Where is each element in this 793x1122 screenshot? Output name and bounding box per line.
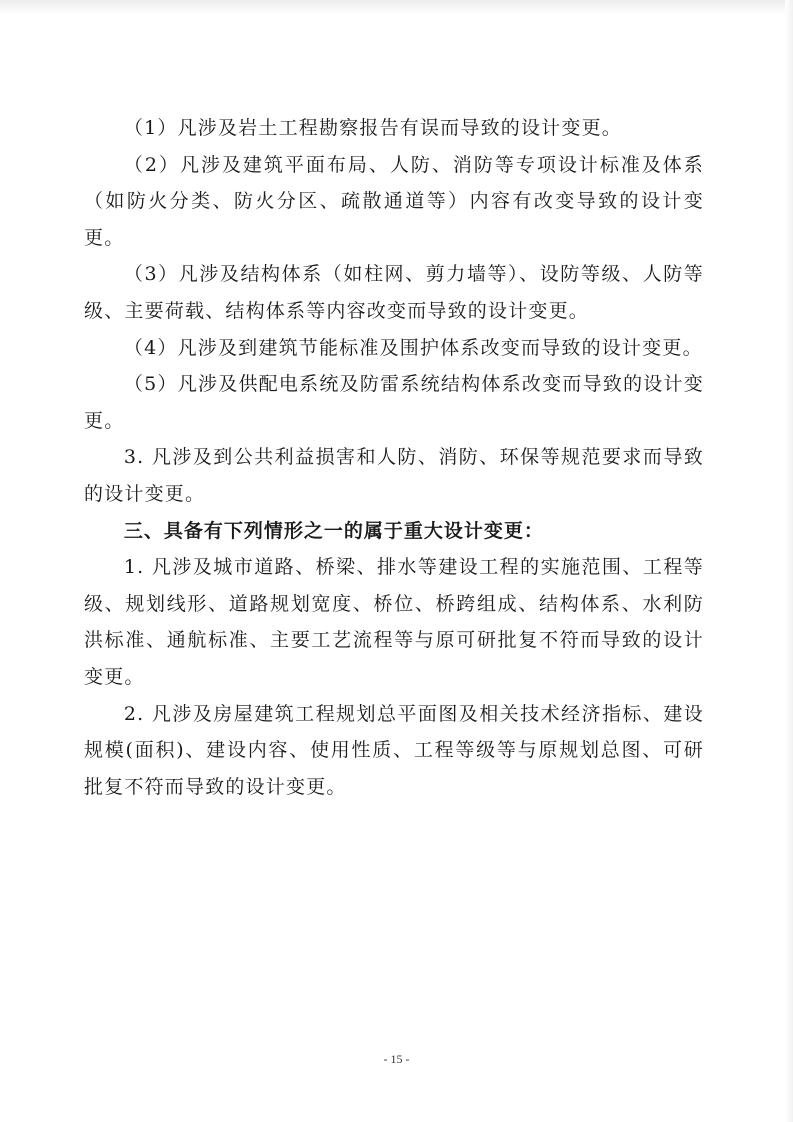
scan-shadow-edge [785, 0, 793, 1122]
clause-3-structure: （3）凡涉及结构体系（如柱网、剪力墙等）、设防等级、人防等级、主要荷载、结构体系等内容改变而导致的设计变更。 [84, 263, 704, 322]
document-body [84, 110, 704, 805]
clause-4-energy-saving: （4）凡涉及到建筑节能标准及围护体系改变而导致的设计变更。 [123, 336, 703, 359]
clause-public-interest: 3. 凡涉及到公共利益损害和人防、消防、环保等规范要求而导致的设计变更。 [84, 446, 704, 505]
clause-5-power-supply: （5）凡涉及供配电系统及防雷系统结构体系改变而导致的设计变更。 [84, 373, 704, 432]
clause-municipal-works: 1. 凡涉及城市道路、桥梁、排水等建设工程的实施范围、工程等级、规划线形、道路规划宽度、桥位、桥跨组成、结构体系、水利防洪标准、通航标准、主要工艺流程等与原可研批复不符而导致的设计变更。 [84, 556, 704, 688]
clause-1-geotechnical: （1）凡涉及岩土工程勘察报告有误而导致的设计变更。 [123, 117, 622, 139]
scan-shadow-top [0, 0, 793, 14]
clause-2-fire-protection: （2）凡涉及建筑平面布局、人防、消防等专项设计标准及体系（如防火分类、防火分区、疏散通道等）内容有改变导致的设计变更。 [84, 153, 704, 249]
page-number: - 15 - [383, 1052, 410, 1066]
clause-building-works: 2. 凡涉及房屋建筑工程规划总平面图及相关技术经济指标、建设规模(面积)、建设内容、使用性质、工程等级等与原规划总图、可研批复不符而导致的设计变更。 [84, 702, 704, 798]
section-heading-major-changes: 三、具备有下列情形之一的属于重大设计变更： [123, 519, 544, 542]
